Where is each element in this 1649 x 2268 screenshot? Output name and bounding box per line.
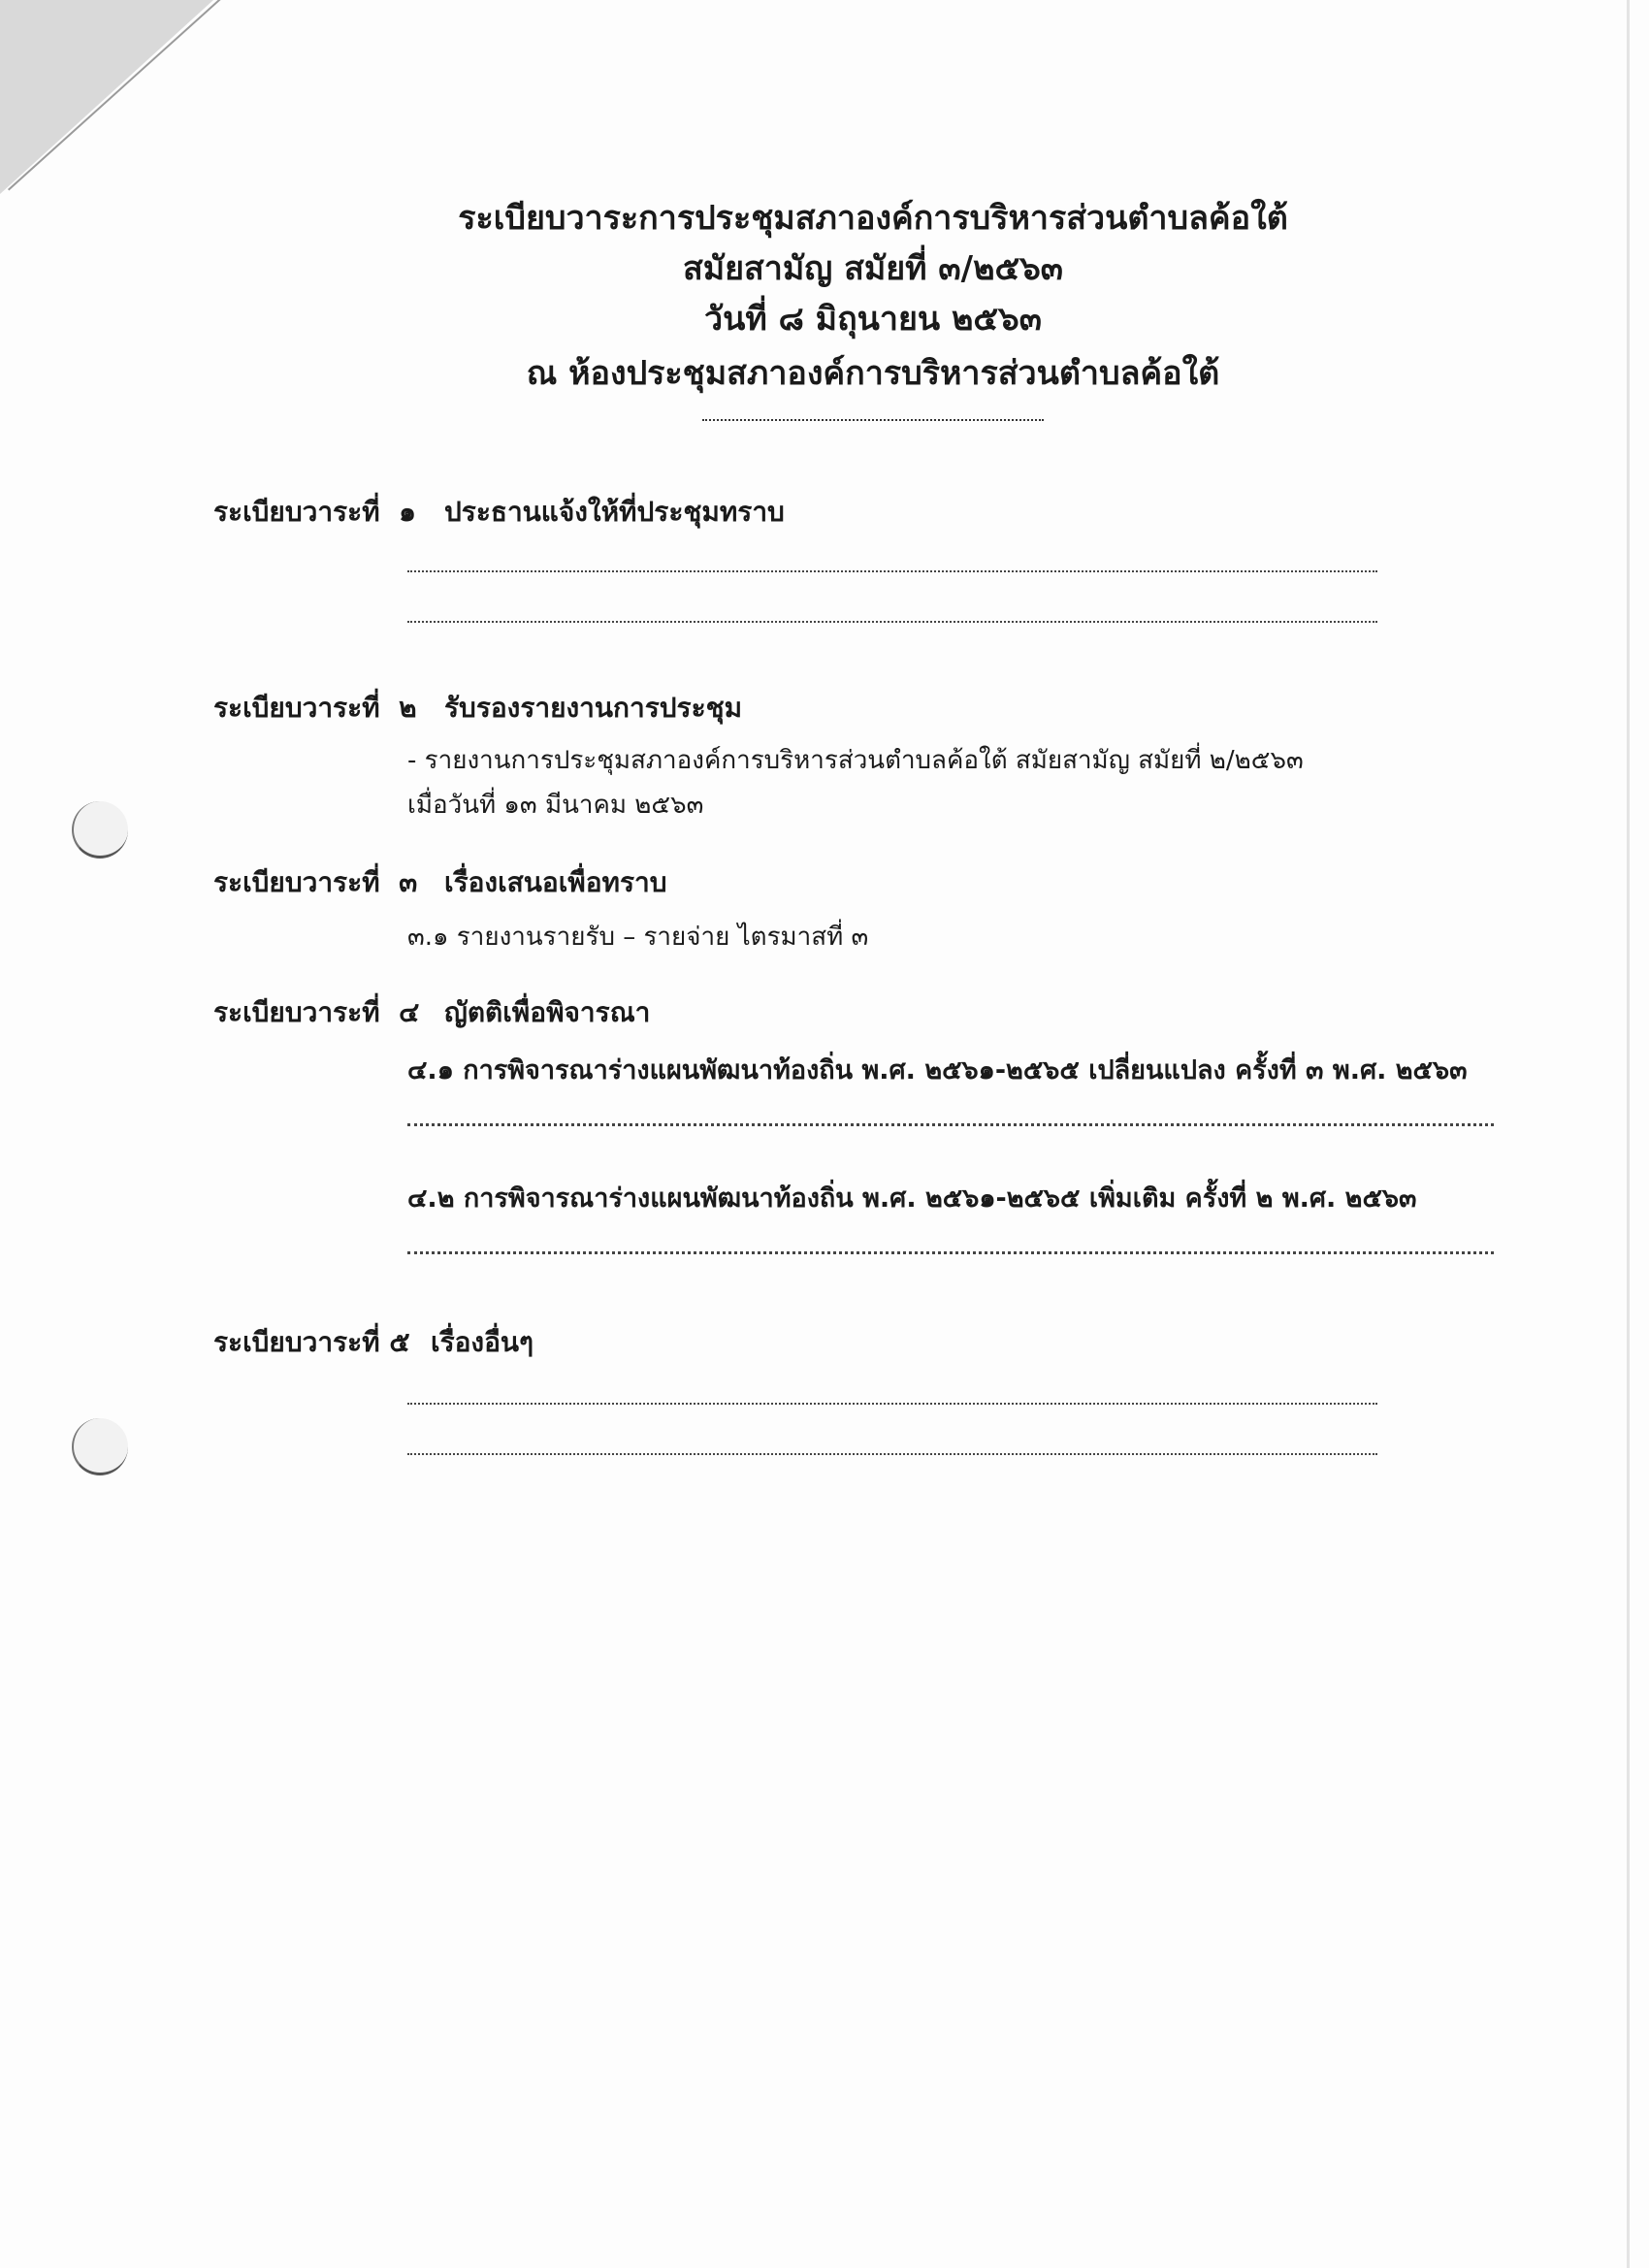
header-date: วันที่ ๘ มิถุนายน ๒๕๖๓ bbox=[704, 300, 1042, 339]
folded-corner bbox=[0, 0, 213, 194]
agenda-5-dotline bbox=[407, 1453, 1377, 1455]
agenda-2-line: เมื่อวันที่ ๑๓ มีนาคม ๒๕๖๓ bbox=[407, 791, 704, 820]
header-location: ณ ห้องประชุมสภาองค์การบริหารส่วนตำบลค้อใต้ bbox=[526, 354, 1220, 393]
agenda-4-title: ญัตติเพื่อพิจารณา bbox=[444, 996, 651, 1028]
agenda-3-line: ๓.๑ รายงานรายรับ – รายจ่าย ไตรมาสที่ ๓ bbox=[407, 923, 869, 952]
punch-hole-icon bbox=[72, 1418, 128, 1475]
agenda-4-sub-1: ๔.๑ การพิจารณาร่างแผนพัฒนาท้องถิ่น พ.ศ. ๒๕๖๑-๒๕๖๕ เปลี่ยนแปลง ครั้งที่ ๓ พ.ศ. ๒๕๖๓ bbox=[407, 1055, 1468, 1085]
agenda-2-label: ระเบียบวาระที่ ๒ bbox=[213, 692, 417, 724]
agenda-2-line: - รายงานการประชุมสภาองค์การบริหารส่วนตำบลค้อใต้ สมัยสามัญ สมัยที่ ๒/๒๕๖๓ bbox=[407, 746, 1304, 775]
header-divider bbox=[702, 419, 1044, 421]
header-session: สมัยสามัญ สมัยที่ ๓/๒๕๖๓ bbox=[682, 249, 1064, 288]
agenda-2-title: รับรองรายงานการประชุม bbox=[444, 692, 743, 724]
agenda-1-dotline bbox=[407, 621, 1377, 623]
header-title: ระเบียบวาระการประชุมสภาองค์การบริหารส่วนตำบลค้อใต้ bbox=[458, 199, 1288, 238]
agenda-1-label: ระเบียบวาระที่ ๑ bbox=[213, 496, 416, 528]
agenda-4-dotline bbox=[407, 1251, 1494, 1254]
punch-hole-icon bbox=[72, 801, 128, 859]
agenda-4-dotline bbox=[407, 1123, 1494, 1126]
agenda-4-sub-2: ๔.๒ การพิจารณาร่างแผนพัฒนาท้องถิ่น พ.ศ. ๒๕๖๑-๒๕๖๕ เพิ่มเติม ครั้งที่ ๒ พ.ศ. ๒๕๖๓ bbox=[407, 1183, 1417, 1214]
agenda-5-label: ระเบียบวาระที่ ๕ bbox=[213, 1326, 410, 1358]
agenda-1-dotline bbox=[407, 570, 1377, 572]
agenda-5-dotline bbox=[407, 1403, 1377, 1405]
agenda-5-title: เรื่องอื่นๆ bbox=[431, 1326, 534, 1358]
agenda-1-title: ประธานแจ้งให้ที่ประชุมทราบ bbox=[444, 496, 785, 528]
agenda-3-title: เรื่องเสนอเพื่อทราบ bbox=[444, 866, 667, 898]
agenda-3-label: ระเบียบวาระที่ ๓ bbox=[213, 866, 418, 898]
agenda-4-label: ระเบียบวาระที่ ๔ bbox=[213, 996, 420, 1028]
